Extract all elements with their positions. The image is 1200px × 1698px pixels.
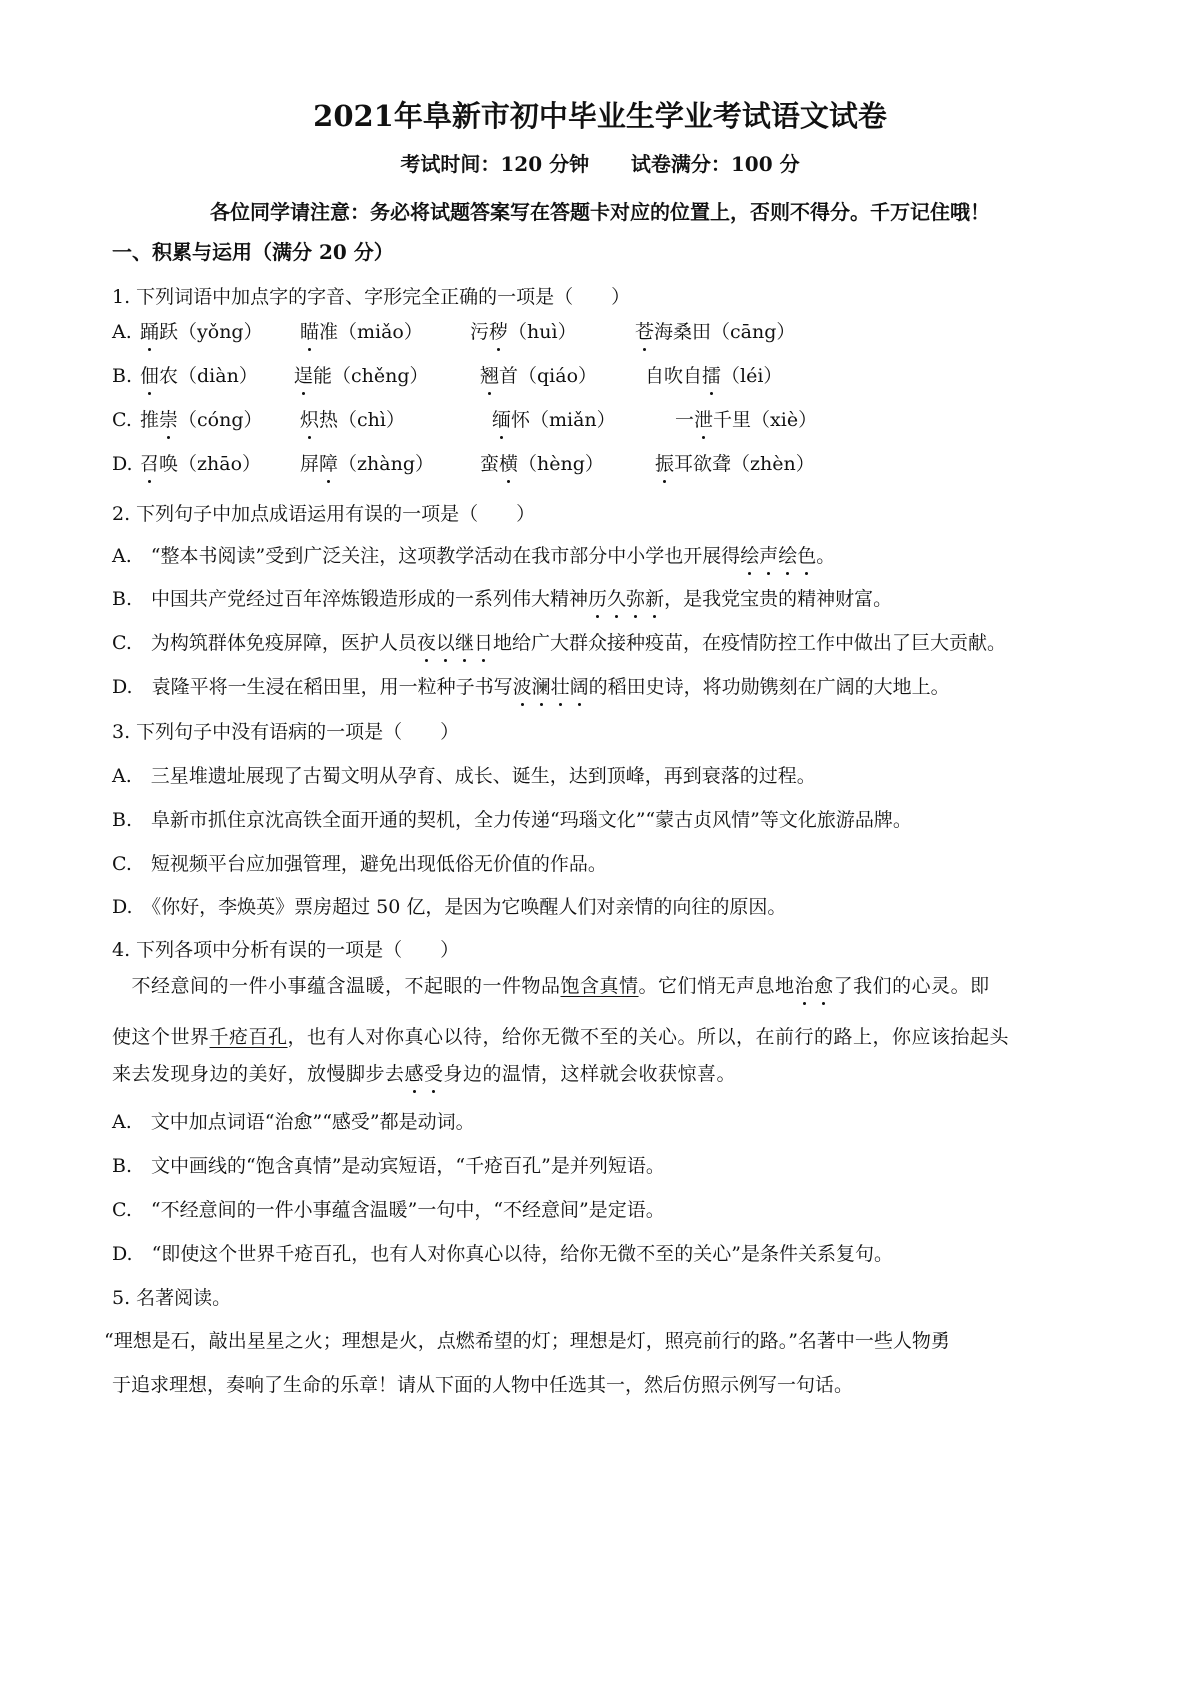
option-text: 能（chěng） [313,365,429,387]
dotted-char: 佃 [140,362,159,390]
option-text: 地给广大群众接种疫苗，在疫情防控工作中做出了巨大贡献。 [492,632,1006,654]
q4-option-c: C. “不经意间的一件小事蕴含温暖”一句中，“不经意间”是定语。 [112,1199,665,1221]
dotted-char: 绘 [778,542,797,570]
exam-title: 2021年阜新市初中毕业生学业考试语文试卷 [313,99,887,133]
q5-stem: 5. 名著阅读。 [112,1287,232,1309]
q1-word [140,450,261,478]
q3-option-b: B. 阜新市抓住京沈高铁全面开通的契机，全力传递“玛瑙文化”“蒙古贞风情”等文化旅游品牌。 [112,809,912,831]
q2-option [112,585,892,613]
dotted-char: 苍 [635,318,654,346]
dotted-char: 澜 [532,673,551,701]
passage-text: 不经意间的一件小事蕴含温暖，不起眼的一件物品 [112,975,561,997]
option-text: 跃（yǒng） [159,321,263,343]
q1-word [140,406,263,434]
dotted-char: 受 [424,1060,444,1088]
q1-word [470,318,577,346]
q1-option-label: C. [112,409,132,431]
q5-text-line-1: “理想是石，敲出星星之火；理想是火，点燃希望的灯；理想是灯，照亮前行的路。”名著中一些人物勇 [104,1330,950,1352]
option-text: 热（chì） [319,409,405,431]
option-text: 农（diàn） [159,365,258,387]
dotted-char: 弥 [626,585,645,613]
q3-stem: 3. 下列句子中没有语病的一项是（ ） [112,721,460,743]
option-text: 首（qiáo） [499,365,598,387]
option-text: C. 为构筑群体免疫屏障，医护人员 [112,632,417,654]
q1-option-label: D. [112,453,133,475]
option-text: ，是我党宝贵的精神财富。 [664,588,893,610]
dotted-char: 愈 [814,972,834,1000]
dotted-char: 障 [319,450,338,478]
option-text: 怀（miǎn） [511,409,616,431]
q2-option [112,673,950,701]
q1-word [655,450,815,478]
dotted-char: 绘 [740,542,759,570]
dotted-char: 波 [513,673,532,701]
q4-option-a: A. 文中加点词语“治愈”“感受”都是动词。 [112,1111,475,1133]
option-text: D. 袁隆平将一生浸在稻田里，用一粒种子书写 [112,676,513,698]
q1-word [140,362,258,390]
dotted-char: 继 [455,629,474,657]
q1-word [645,362,782,390]
q1-option-label: A. [112,321,132,343]
q1-word [492,406,616,434]
q3-option-a: A. 三星堆遗址展现了古蜀文明从孕育、成长、诞生，达到顶峰，再到衰落的过程。 [112,765,816,787]
option-text: （hèng） [518,453,604,475]
dotted-char: 历 [588,585,607,613]
option-text: 。 [816,545,836,567]
option-text: 海桑田（cāng） [654,321,796,343]
q1-word [480,450,604,478]
option-text: B. 中国共产党经过百年淬炼锻造形成的一系列伟大精神 [112,588,589,610]
dotted-char: 擂 [702,362,721,390]
q1-word [300,450,434,478]
dotted-char: 以 [436,629,455,657]
option-text: （zhàng） [338,453,435,475]
underlined-phrase: 饱含真情 [560,975,639,997]
exam-notice: 各位同学请注意：务必将试题答案写在答题卡对应的位置上，否则不得分。千万记住哦！ [210,200,990,224]
option-text: 污 [470,321,490,343]
option-text: 蛮 [480,453,500,475]
option-text: A. “整本书阅读”受到广泛关注，这项教学活动在我市部分中小学也开展得 [112,545,741,567]
dotted-char: 逞 [294,362,313,390]
option-text: 推 [140,409,160,431]
dotted-char: 治 [795,972,815,1000]
q4-option-d: D. “即使这个世界千疮百孔，也有人对你真心以待，给你无微不至的关心”是条件关系复句。 [112,1243,894,1265]
passage-text: 来去发现身边的美好，放慢脚步去 [112,1063,405,1085]
option-text: （huì） [508,321,577,343]
option-text: 千里（xiè） [713,409,818,431]
passage-text: 了我们的心灵。即 [833,975,990,997]
exam-meta [0,150,1200,178]
option-text: 唤（zhāo） [159,453,262,475]
q1-word [480,362,597,390]
dotted-char: 久 [607,585,626,613]
q1-word [675,406,817,434]
option-text: 耳欲聋（zhèn） [674,453,815,475]
dotted-char: 阔 [570,673,589,701]
q3-option-d: D. 《你好，李焕英》票房超过 50 亿，是因为它唤醒人们对亲情的向往的原因。 [112,896,787,918]
dotted-char: 泄 [694,406,713,434]
option-text: 屏 [300,453,320,475]
q3-option-c: C. 短视频平台应加强管理，避免出现低俗无价值的作品。 [112,853,607,875]
passage-text: ，也有人对你真心以待，给你无微不至的关心。所以，在前行的路上，你应该抬起头 [287,1026,1010,1048]
q1-option-label: B. [112,365,133,387]
dotted-char: 声 [759,542,778,570]
dotted-char: 崇 [159,406,178,434]
dotted-word [795,975,834,997]
q2-option [112,629,1006,657]
dotted-char: 新 [645,585,664,613]
dotted-word [405,1063,444,1085]
underlined-phrase: 千疮百孔 [209,1026,288,1048]
passage-text: 身边的温情，这样就会收获惊喜。 [443,1063,737,1085]
q2-option [112,542,835,570]
dotted-char: 炽 [300,406,319,434]
q5-text-line-2: 于追求理想，奏响了生命的乐章！请从下面的人物中任选其一，然后仿照示例写一句话。 [112,1374,854,1396]
q4-passage-line-2 [112,1023,1009,1051]
q4-passage-line-3 [112,1060,736,1088]
dotted-char: 壮 [551,673,570,701]
section-heading: 一、积累与运用（满分 20 分） [112,240,394,264]
dotted-char: 踊 [140,318,159,346]
q1-word [635,318,795,346]
q4-stem: 4. 下列各项中分析有误的一项是（ ） [112,939,460,961]
exam-meta-text: 考试时间：120 分钟 试卷满分：100 分 [400,152,800,176]
q1-word [140,318,263,346]
option-text: 一 [675,409,695,431]
option-text: （cóng） [178,409,263,431]
dotted-char: 横 [499,450,518,478]
option-text: 自吹自 [645,365,703,387]
q4-option-b: B. 文中画线的“饱含真情”是动宾短语，“千疮百孔”是并列短语。 [112,1155,665,1177]
q2-stem: 2. 下列句子中加点成语运用有误的一项是（ ） [112,503,536,525]
dotted-char: 振 [655,450,674,478]
option-text: 准（miǎo） [319,321,423,343]
dotted-char: 秽 [489,318,508,346]
passage-text: 使这个世界 [112,1026,210,1048]
q1-word [300,406,405,434]
q1-stem: 1. 下列词语中加点字的字音、字形完全正确的一项是（ ） [112,286,631,308]
dotted-char: 缅 [492,406,511,434]
dotted-char: 色 [797,542,816,570]
dotted-char: 瞄 [300,318,319,346]
passage-text: 。它们悄无声息地 [638,975,795,997]
q4-passage-line-1 [112,972,990,1000]
q1-word [300,318,423,346]
dotted-char: 召 [140,450,159,478]
dotted-char: 夜 [417,629,436,657]
dotted-char: 感 [405,1060,425,1088]
dotted-char: 日 [474,629,493,657]
option-text: 的稻田史诗，将功勋镌刻在广阔的大地上。 [588,676,950,698]
dotted-char: 翘 [480,362,499,390]
option-text: （léi） [721,365,783,387]
q1-word [294,362,429,390]
